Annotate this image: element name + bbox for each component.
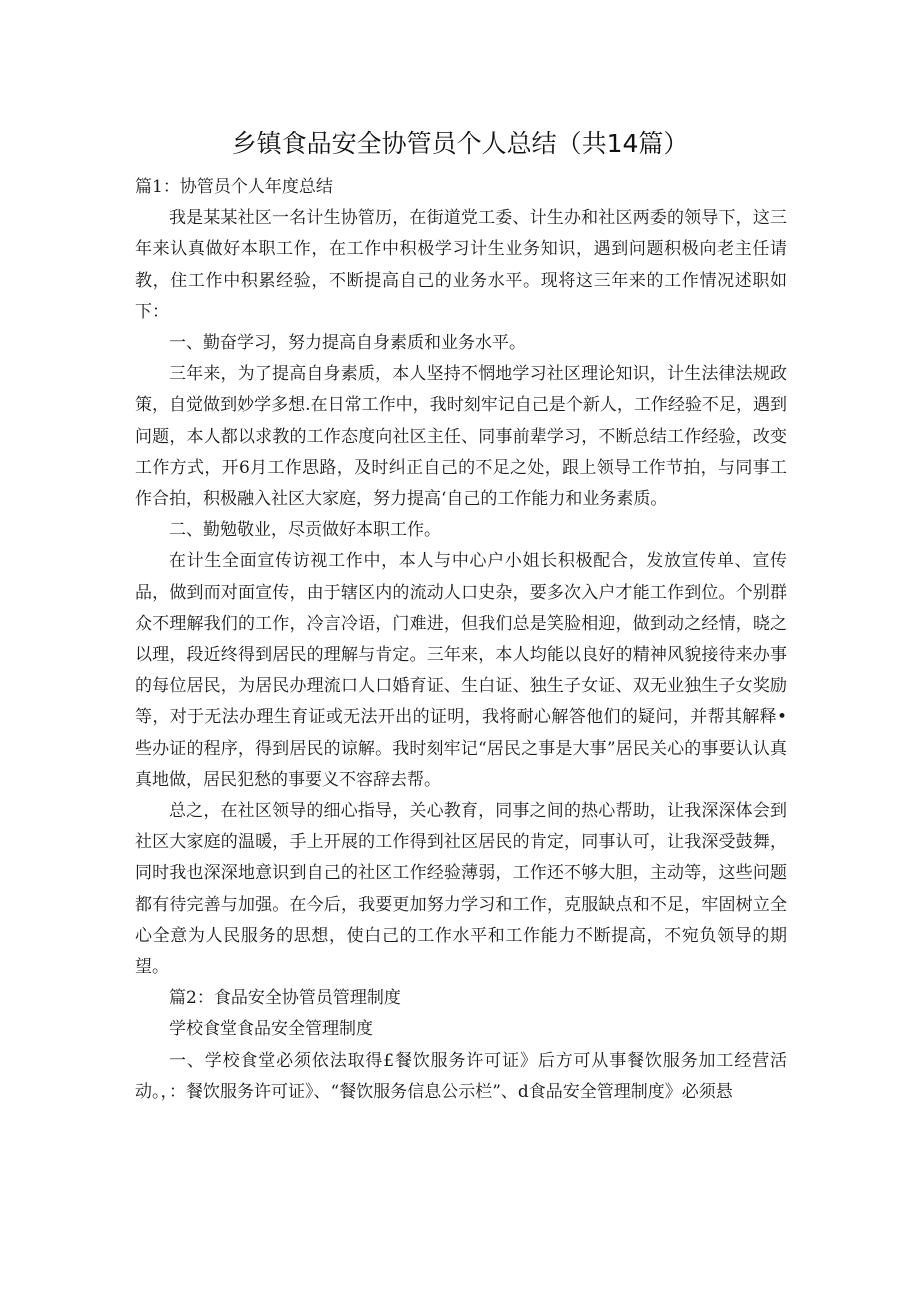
subheading-study: 一、勤奋学习，努力提高自身素质和业务水平。 bbox=[169, 333, 526, 354]
section-heading-2: 篇2：食品安全协管员管理制度 bbox=[169, 988, 401, 1009]
subheading-diligence: 二、勤勉敬业，尽贡做好本职工作。 bbox=[169, 520, 441, 541]
document-title: 乡镇食品安全协管员个人总结（共14篇） bbox=[231, 129, 689, 158]
paragraph-study: 三年来，为了提高自身素质，本人坚持不惘地学习社区理论知识，计生法律法规政策，自觉做到妙学多想.在日常工作中，我时刻牢记自己是个新人，工作经验不足，遇到问题，本人都以求教的工作态度向社区主任、同事前辈学习，不断总结工作经验，改变工作方式，开6月工作思路，及时纠正自己的不足之处，跟上领导工作节拍，与同事工作合拍，积极融入社区大家庭，努力提高‘自己的工作能力和业务素质。 bbox=[135, 364, 787, 510]
section-heading-1: 篇1：协管员个人年度总结 bbox=[135, 177, 333, 197]
subtitle-canteen-rules: 学校食堂食品安全管理制度 bbox=[169, 1019, 373, 1040]
paragraph-rule-1: 一、学校食堂必须依法取得£餐饮服务许可证》后方可从事餐饮服务加工经营活动。，：餐饮服务许可证》、“餐饮服务信息公示栏”、d食品安全管理制度》必须悬 bbox=[135, 1050, 787, 1102]
paragraph-diligence: 在计生全面宣传访视工作中，本人与中心户小姐长积极配合，发放宣传单、宣传品，做到而对面宣传，由于辖区内的流动人口史杂，要多次入户才能工作到位。个别群众不理解我们的工作，冷言冷语，门难进，但我们总是笑脸相迎，做到动之经情，晓之以理，段近终得到居民的理解与肯定。三年来，本人均能以良好的精神风貌接待来办事的每位居民，为居民办理流口人口婚育证、生白证、独生子女证、双无业独生子女奖励等，对于无法办理生育证或无法开出的证明，我将耐心解答他们的疑问，并帮其解释•些办证的程序，得到居民的谅解。我时刻牢记“居民之事是大事”居民关心的事要认认真真地做，居民犯愁的事要义不容辞去帮。 bbox=[135, 551, 787, 790]
document-body bbox=[135, 172, 787, 1108]
paragraph-intro: 我是某某社区一名计生协管历，在街道党工委、计生办和社区两委的领导下，这三年来认真做好本职工作，在工作中积极学习计生业务知识，遇到问题积极向老主任请教，住工作中积累经验，不断提高自己的业务水平。现将这三年来的工作情况述职如下： bbox=[135, 208, 787, 322]
paragraph-conclusion: 总之，在社区领导的细心指导，关心教育，同事之间的热心帮助，让我深深体会到社区大家庭的温暖，手上开展的工作得到社区居民的肯定，同事认可，让我深受鼓舞，同时我也深深地意识到自己的社区工作经验薄弱，工作还不够大胆，主动等，这些问题都有待完善与加强。在今后，我要更加努力学习和工作，克服缺点和不足，牢固树立全心全意为人民服务的思想，使白己的工作水平和工作能力不断提高，不宛负领导的期望。 bbox=[135, 801, 787, 978]
